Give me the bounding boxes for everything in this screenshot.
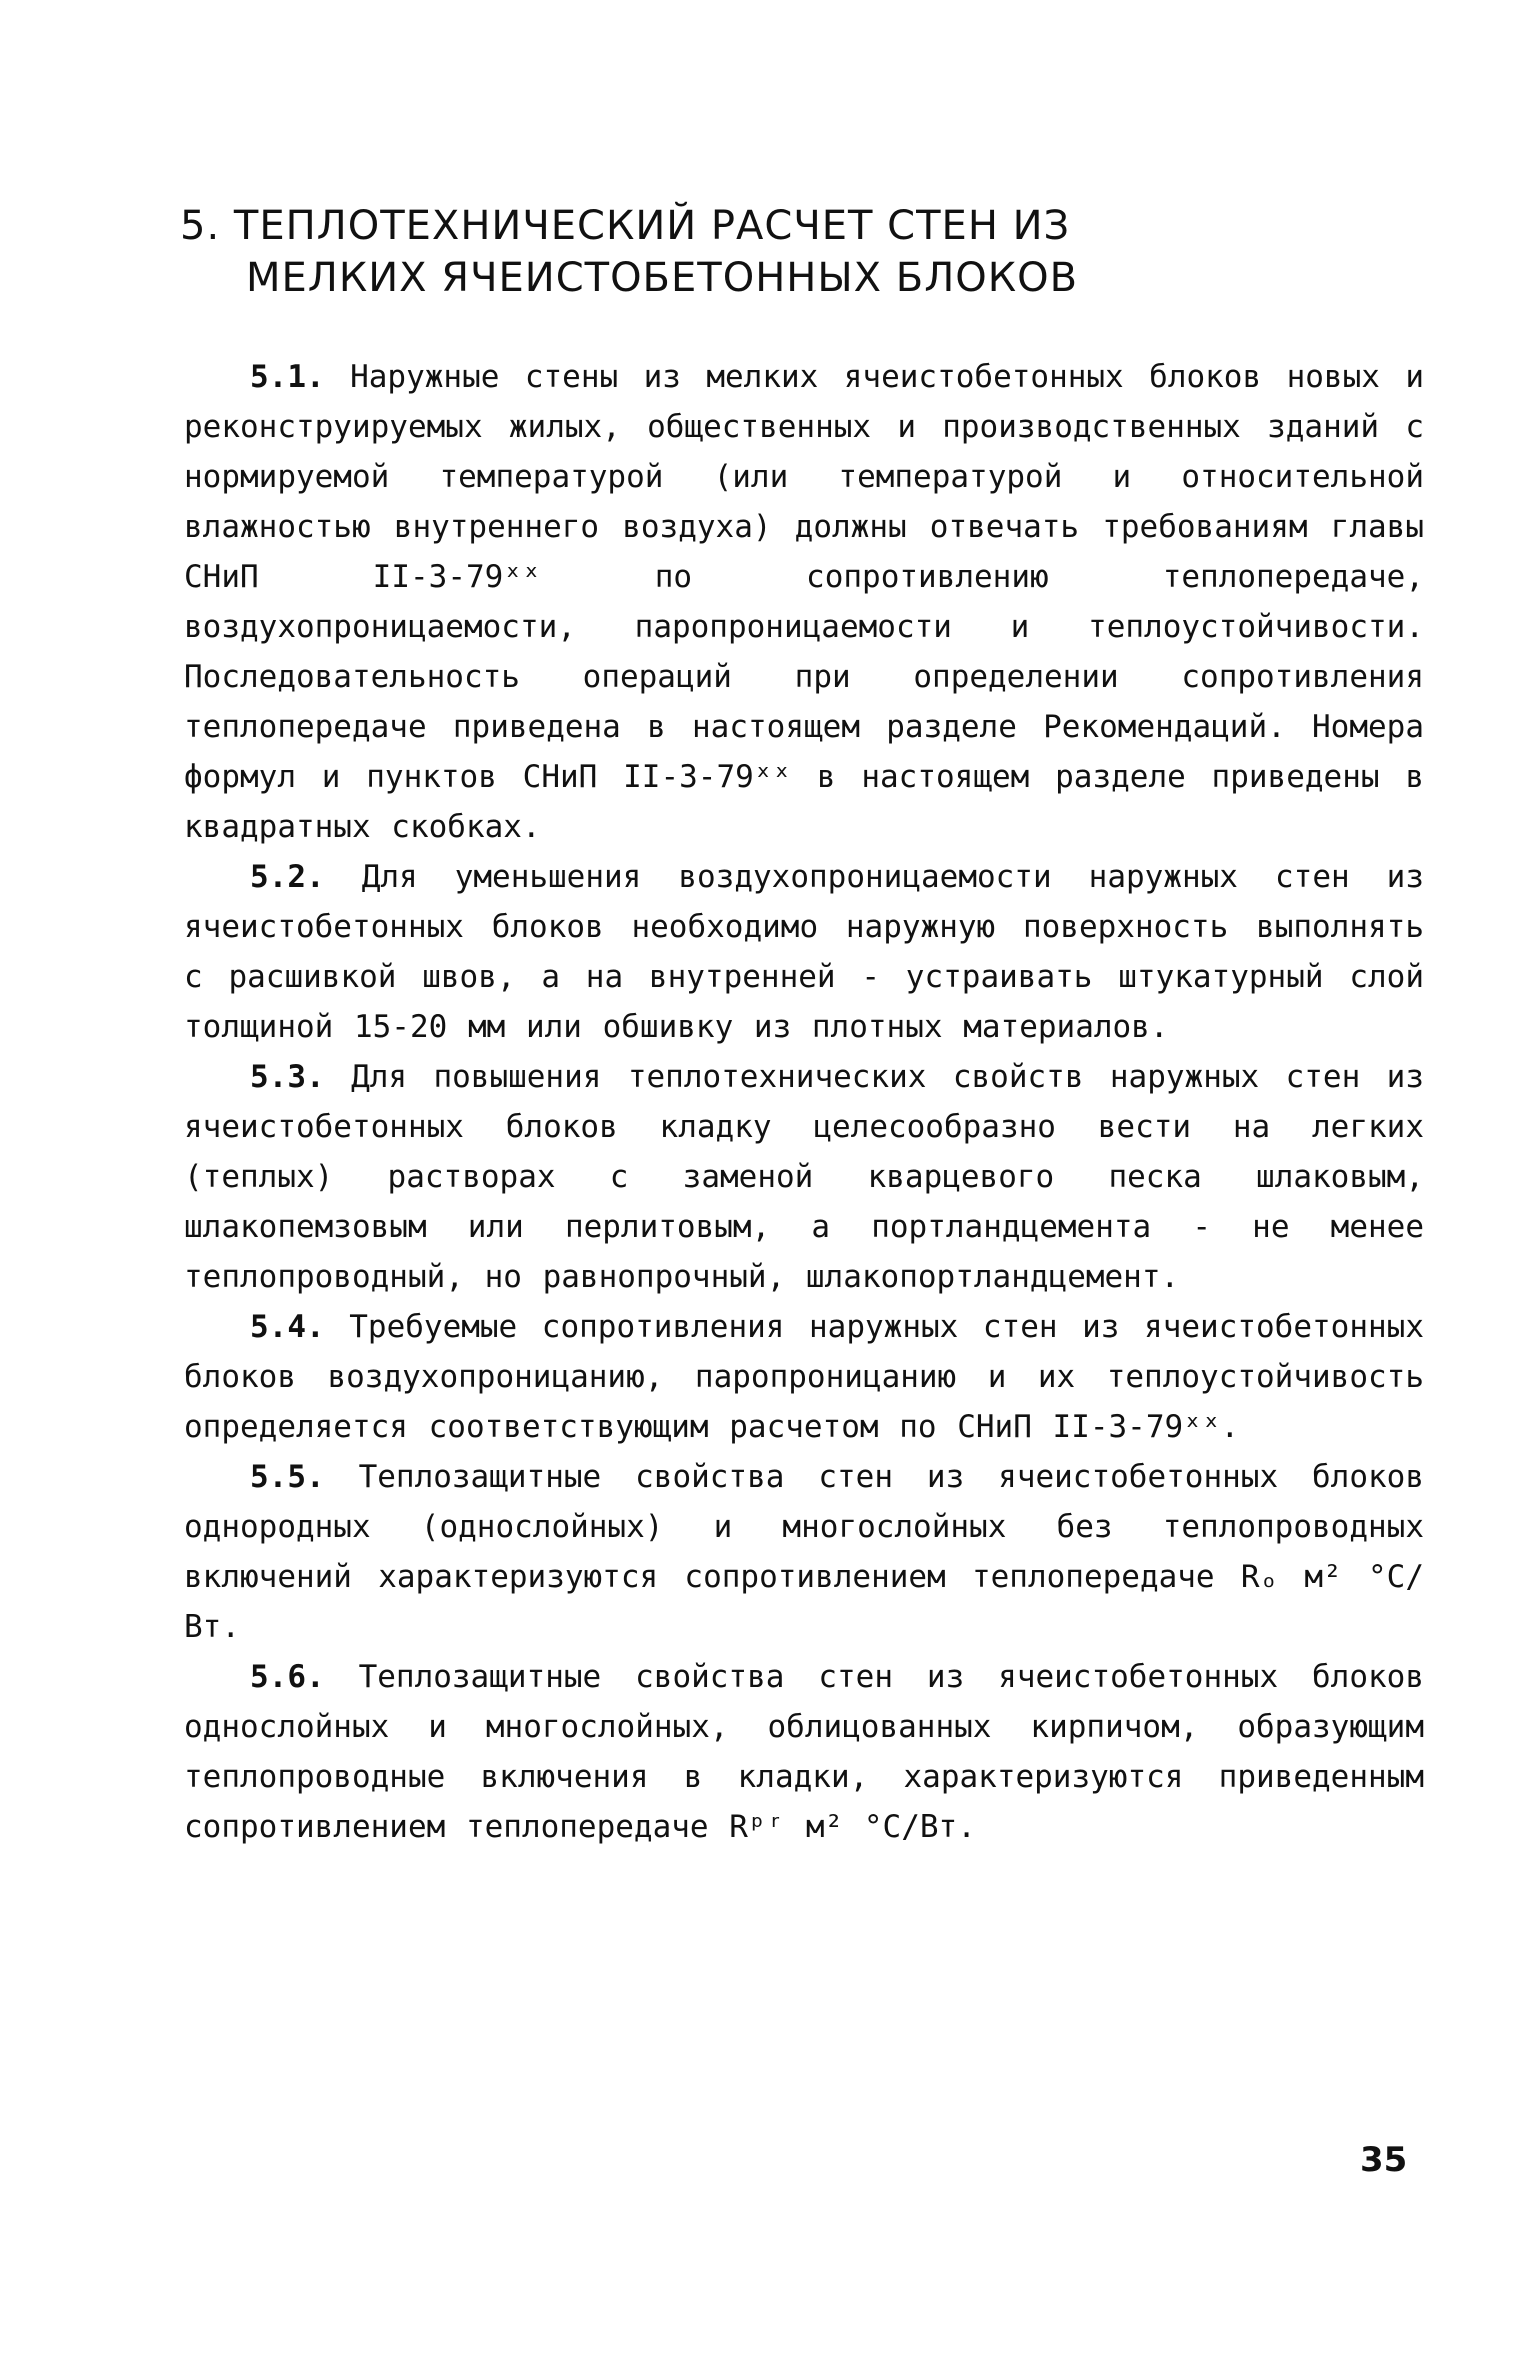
paragraph-5-6: [184, 1652, 1424, 1852]
paragraph-5-5: [184, 1452, 1424, 1652]
paragraph-text: Теплозащитные свойства стен из ячеистобетонных блоков однослойных и многослойных, облицованных кирпичом, образующим теплопроводные включения в кладки, характеризуются приведенным сопротивлением теплопередаче Rᵖʳ м² °С/Вт.: [184, 1659, 1424, 1845]
page-number: 35: [1360, 2140, 1408, 2180]
paragraph-5-3: [184, 1052, 1424, 1302]
section-heading-line-1: 5. ТЕПЛОТЕХНИЧЕСКИЙ РАСЧЕТ СТЕН ИЗ: [180, 203, 1071, 249]
paragraph-number: 5.1.: [250, 359, 325, 395]
paragraph-text: Для уменьшения воздухопроницаемости наружных стен из ячеистобетонных блоков необходимо наружную поверхность выполнять с расшивкой швов, а на внутренней - устраивать штукатурный слой толщиной 15-20 мм или обшивку из плотных материалов.: [184, 859, 1424, 1045]
section-heading: [180, 200, 1280, 304]
paragraph-number: 5.6.: [250, 1659, 325, 1695]
paragraph-5-1: [184, 352, 1424, 852]
paragraph-text: Для повышения теплотехнических свойств наружных стен из ячеистобетонных блоков кладку целесообразно вести на легких (теплых) растворах с заменой кварцевого песка шлаковым, шлакопемзовым или перлитовым, а портландцемента - не менее теплопроводный, но равнопрочный, шлакопортландцемент.: [184, 1059, 1424, 1295]
paragraph-text: Наружные стены из мелких ячеистобетонных блоков новых и реконструируемых жилых, общественных и производственных зданий с нормируемой температурой (или температурой и относительной влажностью внутреннего воздуха) должны отвечать требованиям главы СНиП II-3-79ˣˣ по сопротивлению теплопередаче, воздухопроницаемости, паропроницаемости и теплоустойчивости. Последовательность операций при определении сопротивления теплопередаче приведена в настоящем разделе Рекомендаций. Номера формул и пунктов СНиП II-3-79ˣˣ в настоящем разделе приведены в квадратных скобках.: [184, 359, 1424, 845]
paragraph-text: Теплозащитные свойства стен из ячеистобетонных блоков однородных (однослойных) и многослойных без теплопроводных включений характеризуются сопротивлением теплопередаче Rₒ м² °С/Вт.: [184, 1459, 1424, 1645]
paragraph-5-2: [184, 852, 1424, 1052]
paragraph-number: 5.3.: [250, 1059, 325, 1095]
paragraph-number: 5.2.: [250, 859, 325, 895]
paragraph-number: 5.4.: [250, 1309, 325, 1345]
paragraph-number: 5.5.: [250, 1459, 325, 1495]
paragraph-5-4: [184, 1302, 1424, 1452]
section-heading-line-2: МЕЛКИХ ЯЧЕИСТОБЕТОННЫХ БЛОКОВ: [246, 255, 1079, 301]
body-text: [184, 352, 1424, 1852]
paragraph-text: Требуемые сопротивления наружных стен из ячеистобетонных блоков воздухопроницанию, паропроницанию и их теплоустойчивость определяется соответствующим расчетом по СНиП II-3-79ˣˣ.: [184, 1309, 1424, 1445]
